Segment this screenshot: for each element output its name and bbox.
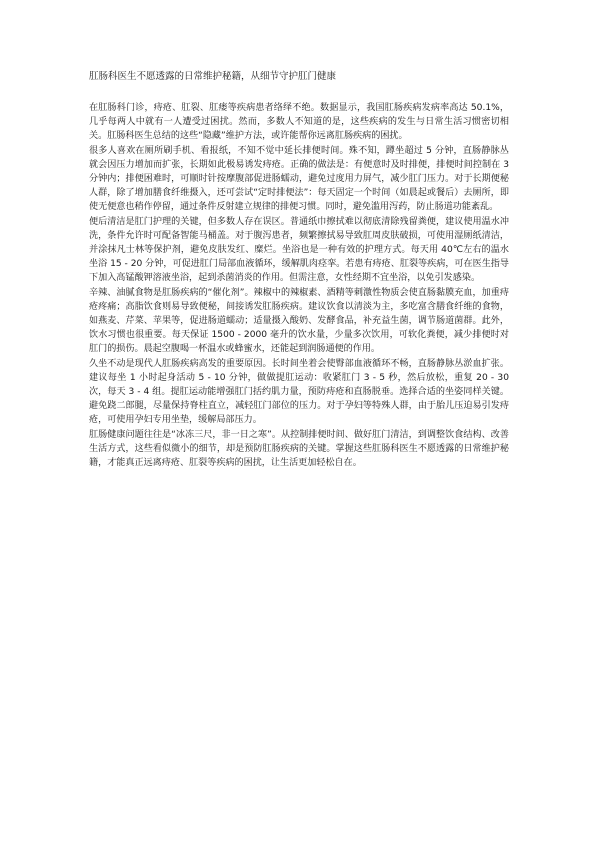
paragraph-bowel-habits: 很多人喜欢在厕所刷手机、看报纸，不知不觉中延长排便时间。殊不知，蹲坐超过 5 分钟，直肠静脉丛就会因压力增加而扩张，长期如此极易诱发痔疮。正确的做法是：有便意时及时排便，排便时间控制在 3 分钟内；排便困难时，可顺时针按摩腹部促进肠蠕动，避免过度用力屏气，减少肛门压力。对于长期便秘人群，除了增加膳食纤维摄入，还可尝试“定时排便法”：每天固定一个时间（如晨起或餐后）去厕所，即使无便意也稍作停留，通过条件反射建立规律的排便习惯。同时，避免滥用泻药，防止肠道功能紊乱。 bbox=[89, 145, 509, 213]
paragraph-sitting: 久坐不动是现代人肛肠疾病高发的重要原因。长时间坐着会使臀部血液循环不畅，直肠静脉丛淤血扩张。建议每坐 1 小时起身活动 5 - 10 分钟，做做提肛运动：收紧肛门 3 - 5 秒，然后放松，重复 20 - 30 次，每天 3 - 4 组。提肛运动能增强肛门括约肌力量，预防痔疮和直肠脱垂。选择合适的坐姿同样关键。避免跷二郎腿，尽量保持脊柱直立，减轻肛门部位的压力。对于孕妇等特殊人群，由于胎儿压迫易引发痔疮，可使用孕妇专用坐垫，缓解局部压力。 bbox=[89, 358, 509, 426]
paragraph-cleaning: 便后清洁是肛门护理的关键，但多数人存在误区。普通纸巾擦拭难以彻底清除残留粪便，建议使用温水冲洗，条件允许时可配备智能马桶盖。对于腹泻患者，频繁擦拭易导致肛周皮肤破损，可使用湿厕纸清洁，并涂抹凡士林等保护剂，避免皮肤发红、糜烂。坐浴也是一种有效的护理方式。每天用 40℃左右的温水坐浴 15 - 20 分钟，可促进肛门局部血液循环，缓解肌肉痉挛。若患有痔疮、肛裂等疾病，可在医生指导下加入高锰酸钾溶液坐浴，起到杀菌消炎的作用。但需注意，女性经期不宜坐浴，以免引发感染。 bbox=[89, 216, 509, 284]
paragraph-diet: 辛辣、油腻食物是肛肠疾病的“催化剂”。辣椒中的辣椒素、酒精等刺激性物质会使直肠黏膜充血，加重痔疮疼痛；高脂饮食则易导致便秘，间接诱发肛肠疾病。建议饮食以清淡为主，多吃富含膳食纤维的食物，如燕麦、芹菜、苹果等，促进肠道蠕动；适量摄入酸奶、发酵食品，补充益生菌，调节肠道菌群。此外，饮水习惯也很重要。每天保证 1500 - 2000 毫升的饮水量，少量多次饮用，可软化粪便，减少排便时对肛门的损伤。晨起空腹喝一杯温水或蜂蜜水，还能起到润肠通便的作用。 bbox=[89, 287, 509, 355]
paragraph-conclusion: 肛肠健康问题往往是“冰冻三尺，非一日之寒”。从控制排便时间、做好肛门清洁，到调整饮食结构、改善生活方式，这些看似微小的细节，却是预防肛肠疾病的关键。掌握这些肛肠科医生不愿透露的日常维护秘籍，才能真正远离痔疮、肛裂等疾病的困扰，让生活更加轻松自在。 bbox=[89, 429, 509, 469]
document-body bbox=[89, 101, 509, 470]
document-title: 肛肠科医生不愿透露的日常维护秘籍，从细节守护肛门健康 bbox=[89, 71, 337, 82]
paragraph-intro: 在肛肠科门诊，痔疮、肛裂、肛瘘等疾病患者络绎不绝。数据显示，我国肛肠疾病发病率高达 50.1%，几乎每两人中就有一人遭受过困扰。然而，多数人不知道的是，这些疾病的发生与日常生活习惯密切相关。肛肠科医生总结的这些“隐藏”维护方法，或许能帮你远离肛肠疾病的困扰。 bbox=[89, 103, 509, 142]
